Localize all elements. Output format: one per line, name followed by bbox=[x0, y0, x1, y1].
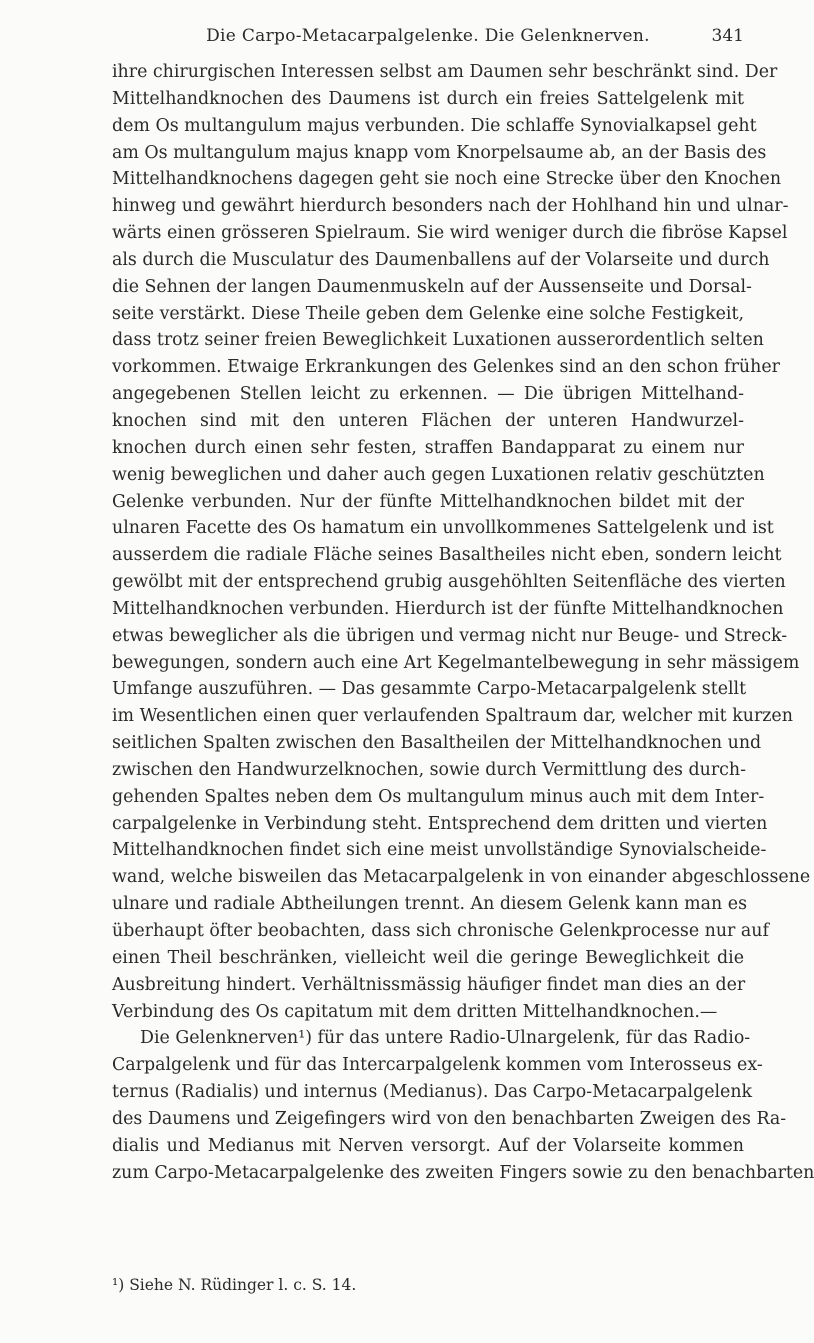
text-line: im Wesentlichen einen quer verlaufenden Spaltraum dar, welcher mit kurzen bbox=[112, 706, 793, 727]
text-line: Verbindung des Os capitatum mit dem dritten Mittelhandknochen.— bbox=[112, 1001, 718, 1022]
text-line: seitlichen Spalten zwischen den Basaltheilen der Mittelhandknochen und bbox=[112, 733, 762, 754]
text-line: gehenden Spaltes neben dem Os multangulum minus auch mit dem Inter- bbox=[112, 786, 765, 807]
text-line: Mittelhandknochen findet sich eine meist unvollständige Synovialscheide- bbox=[112, 840, 767, 861]
body-text bbox=[112, 59, 814, 1186]
text-line: Ausbreitung hindert. Verhältnissmässig häufiger findet man dies an der bbox=[112, 974, 746, 995]
text-line: zwischen den Handwurzelknochen, sowie durch Vermittlung des durch- bbox=[112, 759, 746, 780]
running-head bbox=[112, 26, 744, 54]
page-number: 341 bbox=[711, 26, 744, 46]
text-line: Mittelhandknochens dagegen geht sie noch eine Strecke über den Knochen bbox=[112, 169, 782, 190]
text-line: ausserdem die radiale Fläche seines Basaltheiles nicht eben, sondern leicht bbox=[112, 545, 782, 566]
text-line: bewegungen, sondern auch eine Art Kegelmantelbewegung in sehr mässigem bbox=[112, 652, 800, 673]
text-line: wand, welche bisweilen das Metacarpalgelenk in von einander abgeschlossene bbox=[112, 867, 811, 888]
text-line: Die Gelenknerven¹) für das untere Radio-Ulnargelenk, für das Radio- bbox=[140, 1028, 751, 1049]
text-line: Gelenke verbunden. Nur der fünfte Mittelhandknochen bildet mit der bbox=[112, 491, 744, 512]
running-title: Die Carpo-Metacarpalgelenke. Die Gelenknerven. bbox=[206, 26, 650, 46]
text-line: Mittelhandknochen verbunden. Hierdurch ist der fünfte Mittelhandknochen bbox=[112, 598, 784, 619]
text-line: ulnare und radiale Abtheilungen trennt. An diesem Gelenk kann man es bbox=[112, 894, 747, 915]
text-line: dem Os multangulum majus verbunden. Die schlaffe Synovialkapsel geht bbox=[112, 115, 757, 136]
footnote: ¹) Siehe N. Rüdinger l. c. S. 14. bbox=[112, 1276, 357, 1294]
text-line: Carpalgelenk und für das Intercarpalgelenk kommen vom Interosseus ex- bbox=[112, 1055, 763, 1076]
text-line: seite verstärkt. Diese Theile geben dem Gelenke eine solche Festigkeit, bbox=[112, 303, 744, 324]
text-line: als durch die Musculatur des Daumenballens auf der Volarseite und durch bbox=[112, 249, 770, 270]
text-line: Umfange auszuführen. — Das gesammte Carpo-Metacarpalgelenk stellt bbox=[112, 679, 747, 700]
text-line: des Daumens und Zeigefingers wird von den benachbarten Zweigen des Ra- bbox=[112, 1108, 787, 1129]
text-line: wenig beweglichen und daher auch gegen Luxationen relativ geschützten bbox=[112, 464, 765, 485]
text-line: ulnaren Facette des Os hamatum ein unvollkommenes Sattelgelenk und ist bbox=[112, 518, 774, 539]
text-line: gewölbt mit der entsprechend grubig ausgehöhlten Seitenfläche des vierten bbox=[112, 572, 786, 593]
text-line: vorkommen. Etwaige Erkrankungen des Gelenkes sind an den schon früher bbox=[112, 357, 780, 378]
text-line: etwas beweglicher als die übrigen und vermag nicht nur Beuge- und Streck- bbox=[112, 625, 788, 646]
text-line: angegebenen Stellen leicht zu erkennen. — Die übrigen Mittelhand- bbox=[112, 384, 744, 405]
text-line: carpalgelenke in Verbindung steht. Entsprechend dem dritten und vierten bbox=[112, 813, 768, 834]
footnote-separator bbox=[112, 1268, 242, 1269]
text-line: wärts einen grösseren Spielraum. Sie wird weniger durch die fibröse Kapsel bbox=[112, 223, 788, 244]
text-line: ihre chirurgischen Interessen selbst am Daumen sehr beschränkt sind. Der bbox=[112, 62, 778, 82]
text-line: die Sehnen der langen Daumenmuskeln auf der Aussenseite und Dorsal- bbox=[112, 276, 752, 297]
text-line: am Os multangulum majus knapp vom Knorpelsaume ab, an der Basis des bbox=[112, 142, 767, 163]
text-line: überhaupt öfter beobachten, dass sich chronische Gelenkprocesse nur auf bbox=[112, 921, 769, 941]
text-line: dialis und Medianus mit Nerven versorgt. Auf der Volarseite kommen bbox=[112, 1135, 744, 1156]
text-line: zum Carpo-Metacarpalgelenke des zweiten Fingers sowie zu den benachbarten bbox=[112, 1162, 814, 1183]
text-line: ternus (Radialis) und internus (Medianus). Das Carpo-Metacarpalgelenk bbox=[112, 1082, 753, 1103]
text-line: hinweg und gewährt hierdurch besonders nach der Hohlhand hin und ulnar- bbox=[112, 196, 789, 217]
text-line: knochen sind mit den unteren Flächen der unteren Handwurzel- bbox=[112, 410, 744, 431]
text-line: Mittelhandknochen des Daumens ist durch ein freies Sattelgelenk mit bbox=[112, 88, 744, 109]
text-line: einen Theil beschränken, vielleicht weil die geringe Beweglichkeit die bbox=[112, 947, 744, 968]
text-line: dass trotz seiner freien Beweglichkeit Luxationen ausserordentlich selten bbox=[112, 330, 764, 351]
text-line: knochen durch einen sehr festen, straffen Bandapparat zu einem nur bbox=[112, 437, 744, 458]
